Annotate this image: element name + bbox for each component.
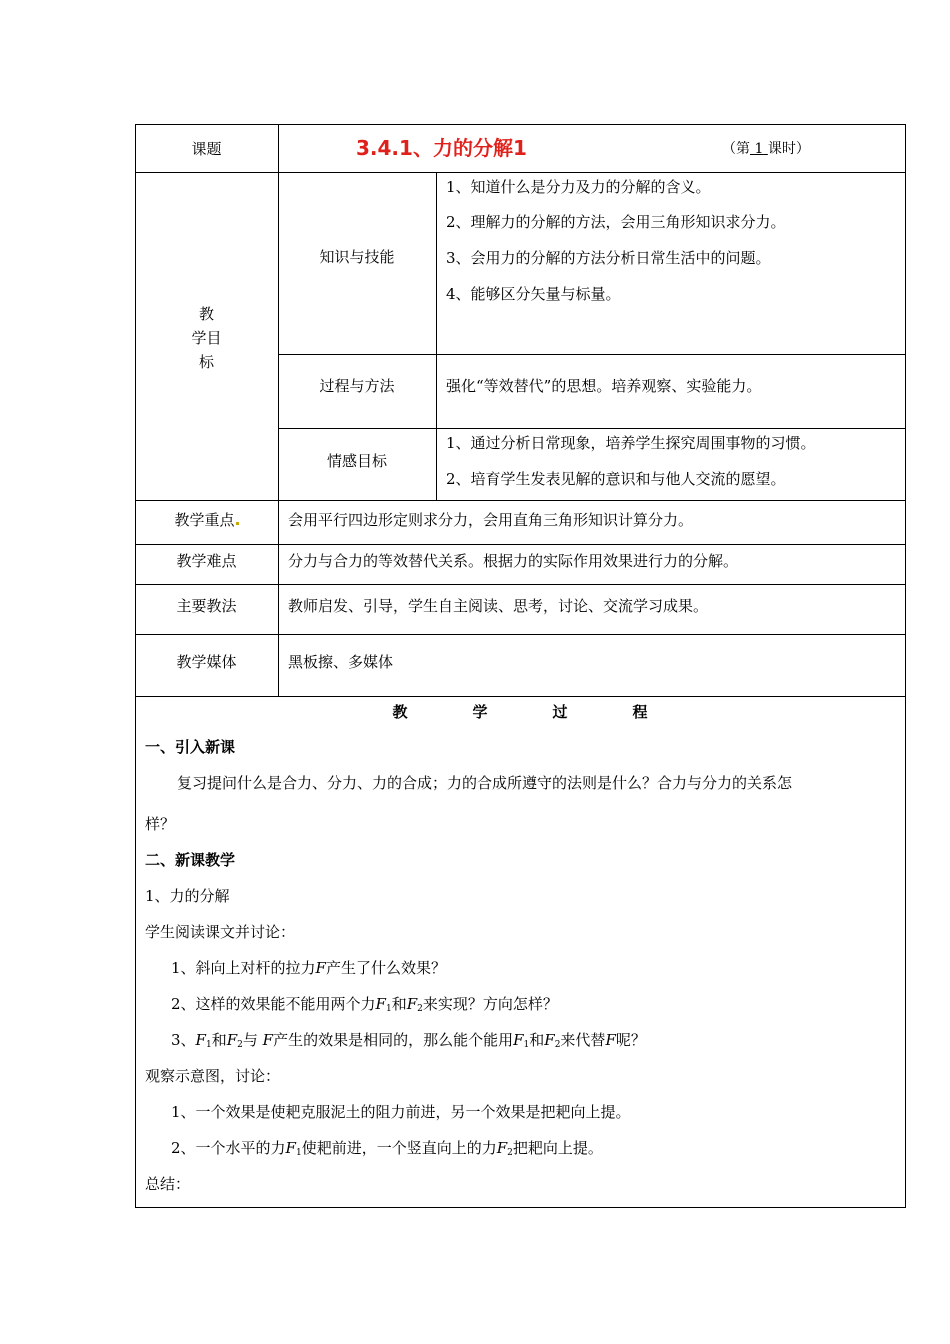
process-title-char: 程 (632, 703, 648, 721)
objectives-label-line-1: 教 (198, 305, 214, 323)
media-label: 教学媒体 (176, 653, 237, 671)
process-title (135, 702, 905, 722)
process-title-char: 学 (472, 703, 488, 721)
row-divider (135, 696, 905, 697)
column-divider (436, 172, 437, 500)
force-subscript: 2 (237, 1040, 243, 1050)
key-point-label (135, 510, 278, 530)
knowledge-label: 知识与技能 (319, 248, 395, 266)
topic-label: 课题 (191, 140, 222, 158)
force-subscript: 2 (554, 1040, 561, 1050)
highlight-dot (236, 522, 239, 525)
q3-text: 和 (211, 1031, 227, 1049)
row-divider (135, 500, 905, 501)
emotion-label: 情感目标 (326, 452, 387, 470)
period-number (750, 141, 768, 157)
difficulty-label: 教学难点 (176, 552, 237, 570)
column-divider (278, 124, 279, 696)
answer-2 (171, 1138, 603, 1163)
methods-value: 教师启发、引导，学生自主阅读、思考，讨论、交流学习成果。 (288, 597, 709, 615)
new-lesson-heading: 二、新课教学 (145, 851, 236, 869)
process-title-char: 教 (392, 703, 408, 721)
force-symbol: F (513, 1031, 524, 1049)
force-symbol: F (406, 995, 418, 1013)
period-suffix: 课时） (767, 141, 810, 157)
force-symbol: F (605, 1031, 616, 1049)
force-subscript: 2 (417, 1004, 423, 1014)
q3-text: 来代替 (560, 1031, 606, 1049)
q1-text: 产生了什么效果？ (325, 959, 446, 977)
force-symbol: F (285, 1139, 296, 1157)
subsection-heading: 1、力的分解 (145, 887, 230, 905)
intro-paragraph-line-2: 样？ (145, 815, 176, 833)
question-2 (171, 994, 558, 1019)
q2-text: 和 (391, 995, 407, 1013)
force-symbol: F (496, 1139, 508, 1157)
q1-text: 1、斜向上对杆的拉力 (171, 959, 316, 977)
q3-text: 呢？ (615, 1031, 646, 1049)
process-title-char: 过 (552, 703, 568, 721)
intro-paragraph-line-1: 复习提问什么是合力、分力、力的合成；力的合成所遵守的法则是什么？合力与分力的关系怎 (177, 774, 793, 792)
a2-text: 2、一个水平的力 (171, 1139, 286, 1157)
force-symbol: F (375, 995, 386, 1013)
a2-text: 使耙前进，一个竖直向上的力 (301, 1139, 497, 1157)
objectives-label-line-3: 标 (198, 353, 214, 371)
force-subscript: 1 (295, 1148, 302, 1158)
emotion-item: 1、通过分析日常现象，培养学生探究周围事物的习惯。 (446, 434, 816, 452)
q2-text: 来实现？方向怎样？ (422, 995, 558, 1013)
force-subscript: 1 (385, 1004, 392, 1014)
row-divider (135, 172, 905, 173)
q3-text: 产生的效果是相同的，那么能个能用 (273, 1031, 514, 1049)
media-value: 黑板擦、多媒体 (288, 653, 394, 671)
knowledge-item: 2、理解力的分解的方法，会用三角形知识求分力。 (446, 213, 786, 231)
question-1 (171, 958, 446, 978)
q3-text: 3、 (171, 1031, 196, 1049)
row-divider (135, 584, 905, 585)
difficulty-value: 分力与合力的等效替代关系。根据力的实际作用效果进行力的分解。 (288, 552, 739, 570)
force-symbol: F (195, 1031, 206, 1049)
force-symbol: F (226, 1031, 238, 1049)
q3-text: 与 (242, 1031, 263, 1049)
force-subscript: 2 (507, 1148, 513, 1158)
methods-label: 主要教法 (176, 597, 237, 615)
lesson-title: 3.4.1、力的分解1 (356, 136, 527, 160)
question-3 (171, 1030, 646, 1055)
key-point-label-text: 教学重点 (174, 511, 235, 529)
row-divider (278, 354, 905, 355)
force-symbol: F (315, 959, 326, 977)
period-number-value: 1 (754, 141, 764, 157)
observe-prompt: 观察示意图，讨论： (145, 1067, 281, 1085)
force-symbol: F (544, 1031, 555, 1049)
force-subscript: 1 (523, 1040, 530, 1050)
force-subscript: 1 (205, 1040, 212, 1050)
process-method-label: 过程与方法 (319, 377, 395, 395)
process-method-item: 强化“等效替代”的思想。培养观察、实验能力。 (446, 377, 762, 395)
knowledge-item: 4、能够区分矢量与标量。 (446, 285, 621, 303)
read-prompt: 学生阅读课文并讨论： (145, 923, 296, 941)
intro-heading: 一、引入新课 (145, 738, 236, 756)
row-divider (278, 428, 905, 429)
q3-text: 和 (529, 1031, 545, 1049)
period-prefix: （第 (722, 141, 750, 157)
knowledge-item: 3、会用力的分解的方法分析日常生活中的问题。 (446, 249, 771, 267)
q2-text: 2、这样的效果能不能用两个力 (171, 995, 376, 1013)
summary-label: 总结： (145, 1175, 191, 1193)
period-label (722, 139, 810, 159)
emotion-item: 2、培育学生发表见解的意识和与他人交流的愿望。 (446, 470, 786, 488)
row-divider (135, 544, 905, 545)
row-divider (135, 634, 905, 635)
objectives-label-line-2: 学目 (191, 329, 222, 347)
answer-1: 1、一个效果是使耙克服泥土的阻力前进，另一个效果是把耙向上提。 (171, 1103, 631, 1121)
knowledge-item: 1、知道什么是分力及力的分解的含义。 (446, 178, 711, 196)
key-point-value: 会用平行四边形定则求分力，会用直角三角形知识计算分力。 (288, 511, 694, 529)
force-symbol: F (262, 1031, 274, 1049)
a2-text: 把耙向上提。 (512, 1139, 603, 1157)
